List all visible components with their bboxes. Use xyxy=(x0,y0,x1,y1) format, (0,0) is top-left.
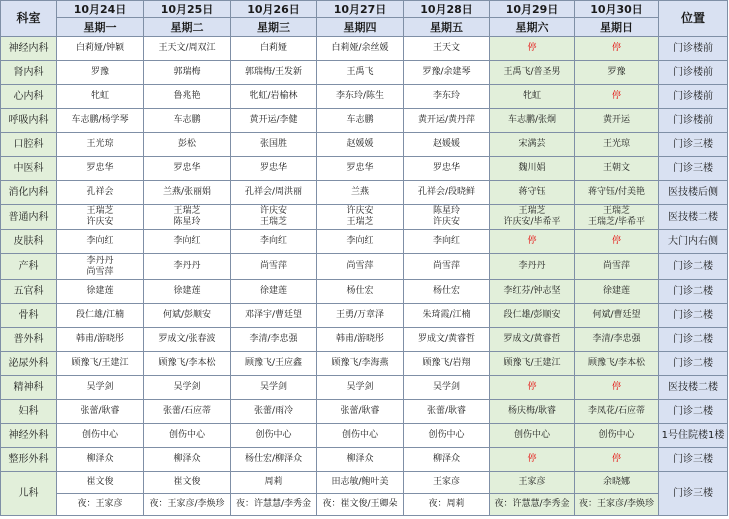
location-cell: 门诊二楼 xyxy=(659,280,728,304)
location-cell: 门诊二楼 xyxy=(659,254,728,280)
schedule-cell: 黄开运/李健 xyxy=(231,109,317,133)
schedule-cell: 车志鹏/张炯 xyxy=(490,109,575,133)
schedule-cell: 王瑞芝 陈星玲 xyxy=(144,205,231,230)
dept-name: 神经内科 xyxy=(1,37,57,61)
schedule-cell: 李丹丹 xyxy=(144,254,231,280)
date-header: 10月25日 xyxy=(144,1,231,18)
schedule-cell: 彭松 xyxy=(144,133,231,157)
schedule-cell: 柳泽众 xyxy=(404,448,490,472)
schedule-cell: 兰燕/张丽娟 xyxy=(144,181,231,205)
schedule-cell: 顾豫飞/岩翔 xyxy=(404,352,490,376)
night-schedule-cell: 夜：崔文俊/王卿朵 xyxy=(317,494,404,516)
dept-name: 整形外科 xyxy=(1,448,57,472)
dept-name: 儿科 xyxy=(1,472,57,516)
schedule-cell: 王瑞芝 许庆安/毕希平 xyxy=(490,205,575,230)
schedule-cell: 白莉娅/余丝媛 xyxy=(317,37,404,61)
schedule-cell: 郭瑞梅/王发新 xyxy=(231,61,317,85)
schedule-cell: 王朝文 xyxy=(575,157,659,181)
schedule-cell: 顾豫飞/王应鑫 xyxy=(231,352,317,376)
schedule-cell: 罗忠华 xyxy=(144,157,231,181)
dept-name: 呼吸内科 xyxy=(1,109,57,133)
schedule-cell: 创伤中心 xyxy=(57,424,144,448)
schedule-cell: 罗忠华 xyxy=(57,157,144,181)
table-row xyxy=(1,280,728,304)
schedule-cell: 创伤中心 xyxy=(404,424,490,448)
schedule-cell: 创伤中心 xyxy=(490,424,575,448)
schedule-cell: 李向红 xyxy=(317,230,404,254)
dept-name: 五官科 xyxy=(1,280,57,304)
table-row xyxy=(1,472,728,494)
dept-name: 妇科 xyxy=(1,400,57,424)
schedule-cell: 顾豫飞/王建江 xyxy=(57,352,144,376)
table-row xyxy=(1,304,728,328)
schedule-cell: 停 xyxy=(575,230,659,254)
dept-name: 神经外科 xyxy=(1,424,57,448)
schedule-cell: 李向红 xyxy=(144,230,231,254)
dept-name: 心内科 xyxy=(1,85,57,109)
table-row xyxy=(1,85,728,109)
schedule-cell: 赵媛媛 xyxy=(317,133,404,157)
schedule-cell: 牝虹 xyxy=(57,85,144,109)
schedule-cell: 停 xyxy=(490,448,575,472)
weekday-header: 星期日 xyxy=(575,18,659,37)
table-row-night xyxy=(1,494,728,516)
schedule-cell: 蒋守钰 xyxy=(490,181,575,205)
schedule-cell: 李凤花/石应蒂 xyxy=(575,400,659,424)
schedule-cell: 停 xyxy=(575,85,659,109)
weekday-header: 星期五 xyxy=(404,18,490,37)
schedule-cell: 杨仕宏 xyxy=(404,280,490,304)
table-row xyxy=(1,400,728,424)
schedule-cell: 鲁兆艳 xyxy=(144,85,231,109)
location-cell: 门诊二楼 xyxy=(659,304,728,328)
schedule-body xyxy=(1,37,728,516)
schedule-cell: 徐建莲 xyxy=(144,280,231,304)
schedule-cell: 顾豫飞/李海燕 xyxy=(317,352,404,376)
location-cell: 门诊楼前 xyxy=(659,85,728,109)
schedule-cell: 王禹飞/普圣男 xyxy=(490,61,575,85)
table-row xyxy=(1,376,728,400)
weekday-header: 星期四 xyxy=(317,18,404,37)
schedule-cell: 车志鹏/杨学琴 xyxy=(57,109,144,133)
schedule-cell: 邓泽宇/曹廷望 xyxy=(231,304,317,328)
table-row xyxy=(1,37,728,61)
schedule-cell: 杨仕宏 xyxy=(317,280,404,304)
schedule-cell: 罗忠华 xyxy=(317,157,404,181)
schedule-cell: 尚雪萍 xyxy=(317,254,404,280)
table-row xyxy=(1,157,728,181)
schedule-cell: 宋满芸 xyxy=(490,133,575,157)
schedule-cell: 何斌/曹廷望 xyxy=(575,304,659,328)
schedule-cell: 李丹丹 尚雪萍 xyxy=(57,254,144,280)
schedule-cell: 吴学剑 xyxy=(404,376,490,400)
schedule-cell: 李东玲/陈生 xyxy=(317,85,404,109)
schedule-cell: 朱琦霞/江楠 xyxy=(404,304,490,328)
night-schedule-cell: 夜：王家彦/李焕珍 xyxy=(144,494,231,516)
schedule-cell: 张蕾/耿睿 xyxy=(57,400,144,424)
schedule-cell: 王光琼 xyxy=(57,133,144,157)
schedule-cell: 王天文 xyxy=(404,37,490,61)
schedule-cell: 罗成文/黄睿哲 xyxy=(490,328,575,352)
schedule-cell: 崔文俊 xyxy=(57,472,144,494)
schedule-cell: 罗豫/余建琴 xyxy=(404,61,490,85)
schedule-cell: 尚雪萍 xyxy=(404,254,490,280)
dept-name: 产科 xyxy=(1,254,57,280)
schedule-cell: 停 xyxy=(575,448,659,472)
schedule-cell: 王瑞芝 王瑞芝/毕希平 xyxy=(575,205,659,230)
schedule-cell: 白莉娅 xyxy=(231,37,317,61)
schedule-cell: 吴学剑 xyxy=(144,376,231,400)
schedule-cell: 郭瑞梅 xyxy=(144,61,231,85)
schedule-cell: 杨仕宏/柳泽众 xyxy=(231,448,317,472)
dept-name: 泌尿外科 xyxy=(1,352,57,376)
night-schedule-cell: 夜：许慧慧/李秀金 xyxy=(490,494,575,516)
schedule-cell: 李向红 xyxy=(231,230,317,254)
date-header: 10月29日 xyxy=(490,1,575,18)
weekday-header: 星期三 xyxy=(231,18,317,37)
location-cell: 门诊楼前 xyxy=(659,37,728,61)
schedule-cell: 白莉娅/钟颖 xyxy=(57,37,144,61)
location-cell: 门诊三楼 xyxy=(659,448,728,472)
schedule-cell: 韩甫/游晓彤 xyxy=(57,328,144,352)
schedule-cell: 张蕾/耿睿 xyxy=(404,400,490,424)
schedule-cell: 韩甫/游晓彤 xyxy=(317,328,404,352)
schedule-cell: 王家彦 xyxy=(404,472,490,494)
weekday-header: 星期一 xyxy=(57,18,144,37)
schedule-cell: 张蕾/石应蒂 xyxy=(144,400,231,424)
schedule-cell: 李红芬/钟志坚 xyxy=(490,280,575,304)
table-row xyxy=(1,181,728,205)
schedule-cell: 黄开运 xyxy=(575,109,659,133)
schedule-cell: 李东玲 xyxy=(404,85,490,109)
schedule-cell: 罗忠华 xyxy=(404,157,490,181)
table-row xyxy=(1,230,728,254)
schedule-cell: 车志鹏 xyxy=(144,109,231,133)
table-row xyxy=(1,424,728,448)
schedule-cell: 孔祥会 xyxy=(57,181,144,205)
dept-name: 精神科 xyxy=(1,376,57,400)
schedule-cell: 蒋守钰/付美艳 xyxy=(575,181,659,205)
location-cell: 门诊楼前 xyxy=(659,61,728,85)
schedule-cell: 黄开运/黄丹萍 xyxy=(404,109,490,133)
schedule-cell: 停 xyxy=(575,376,659,400)
location-column-header: 位置 xyxy=(659,1,728,37)
schedule-cell: 停 xyxy=(490,376,575,400)
dept-name: 普通内科 xyxy=(1,205,57,230)
schedule-cell: 罗成文/张春波 xyxy=(144,328,231,352)
location-cell: 门诊二楼 xyxy=(659,328,728,352)
schedule-cell: 停 xyxy=(575,37,659,61)
schedule-cell: 李清/李忠强 xyxy=(575,328,659,352)
schedule-cell: 徐建莲 xyxy=(57,280,144,304)
location-cell: 门诊二楼 xyxy=(659,352,728,376)
schedule-cell: 顾豫飞/李本松 xyxy=(144,352,231,376)
schedule-cell: 停 xyxy=(490,37,575,61)
schedule-cell: 许庆安 王瑞芝 xyxy=(317,205,404,230)
schedule-cell: 崔文俊 xyxy=(144,472,231,494)
night-schedule-cell: 夜：许慧慧/李秀金 xyxy=(231,494,317,516)
schedule-cell: 张国胜 xyxy=(231,133,317,157)
weekday-header: 星期六 xyxy=(490,18,575,37)
night-schedule-cell: 夜：王家彦/李焕珍 xyxy=(575,494,659,516)
schedule-cell: 顾豫飞/李本松 xyxy=(575,352,659,376)
schedule-cell: 吴学剑 xyxy=(57,376,144,400)
schedule-cell: 车志鹏 xyxy=(317,109,404,133)
schedule-cell: 段仁雄/江楠 xyxy=(57,304,144,328)
date-header: 10月24日 xyxy=(57,1,144,18)
schedule-cell: 何斌/彭顺安 xyxy=(144,304,231,328)
schedule-cell: 李清/李忠强 xyxy=(231,328,317,352)
schedule-cell: 牝虹 xyxy=(490,85,575,109)
location-cell: 医技楼二楼 xyxy=(659,376,728,400)
table-row xyxy=(1,61,728,85)
location-cell: 门诊三楼 xyxy=(659,157,728,181)
schedule-cell: 徐建莲 xyxy=(575,280,659,304)
schedule-cell: 创伤中心 xyxy=(575,424,659,448)
schedule-cell: 顾豫飞/王建江 xyxy=(490,352,575,376)
schedule-cell: 王瑞芝 许庆安 xyxy=(57,205,144,230)
schedule-cell: 段仁雄/彭顺安 xyxy=(490,304,575,328)
schedule-cell: 许庆安 王瑞芝 xyxy=(231,205,317,230)
schedule-cell: 创伤中心 xyxy=(317,424,404,448)
schedule-cell: 创伤中心 xyxy=(231,424,317,448)
schedule-cell: 柳泽众 xyxy=(57,448,144,472)
night-schedule-cell: 夜：周莉 xyxy=(404,494,490,516)
schedule-cell: 罗豫 xyxy=(575,61,659,85)
schedule-cell: 王勇/万章泽 xyxy=(317,304,404,328)
location-cell: 门诊三楼 xyxy=(659,133,728,157)
night-schedule-cell: 夜：王家彦 xyxy=(57,494,144,516)
schedule-cell: 罗豫 xyxy=(57,61,144,85)
table-row xyxy=(1,448,728,472)
schedule-cell: 杨庆梅/耿睿 xyxy=(490,400,575,424)
schedule-cell: 柳泽众 xyxy=(144,448,231,472)
schedule-cell: 张蕾/耿睿 xyxy=(317,400,404,424)
table-row xyxy=(1,328,728,352)
location-cell: 医技楼二楼 xyxy=(659,205,728,230)
location-cell: 大门内右侧 xyxy=(659,230,728,254)
schedule-cell: 王光琼 xyxy=(575,133,659,157)
schedule-cell: 王禹飞 xyxy=(317,61,404,85)
location-cell: 门诊二楼 xyxy=(659,400,728,424)
location-cell: 门诊楼前 xyxy=(659,109,728,133)
table-row xyxy=(1,109,728,133)
date-header: 10月27日 xyxy=(317,1,404,18)
table-row xyxy=(1,205,728,230)
dept-name: 肾内科 xyxy=(1,61,57,85)
date-header: 10月30日 xyxy=(575,1,659,18)
dept-name: 骨科 xyxy=(1,304,57,328)
schedule-cell: 李向红 xyxy=(404,230,490,254)
location-cell: 门诊三楼 xyxy=(659,472,728,516)
schedule-cell: 停 xyxy=(490,230,575,254)
schedule-cell: 王家彦 xyxy=(490,472,575,494)
table-row xyxy=(1,352,728,376)
schedule-cell: 李丹丹 xyxy=(490,254,575,280)
dept-name: 口腔科 xyxy=(1,133,57,157)
dept-name: 皮肤科 xyxy=(1,230,57,254)
schedule-cell: 徐建莲 xyxy=(231,280,317,304)
schedule-cell: 孔祥会/段晓鲜 xyxy=(404,181,490,205)
dept-name: 中医科 xyxy=(1,157,57,181)
schedule-cell: 余晓娜 xyxy=(575,472,659,494)
dept-name: 消化内科 xyxy=(1,181,57,205)
location-cell: 医技楼后侧 xyxy=(659,181,728,205)
schedule-cell: 赵媛媛 xyxy=(404,133,490,157)
schedule-cell: 周莉 xyxy=(231,472,317,494)
schedule-cell: 陈星玲 许庆安 xyxy=(404,205,490,230)
schedule-cell: 李向红 xyxy=(57,230,144,254)
date-header: 10月28日 xyxy=(404,1,490,18)
schedule-cell: 罗忠华 xyxy=(231,157,317,181)
schedule-cell: 兰燕 xyxy=(317,181,404,205)
location-cell: 1号住院楼1楼 xyxy=(659,424,728,448)
date-header: 10月26日 xyxy=(231,1,317,18)
schedule-cell: 张蕾/雨冷 xyxy=(231,400,317,424)
schedule-cell: 柳泽众 xyxy=(317,448,404,472)
schedule-cell: 魏川娟 xyxy=(490,157,575,181)
schedule-cell: 田志敏/鲍叶美 xyxy=(317,472,404,494)
dept-name: 普外科 xyxy=(1,328,57,352)
schedule-cell: 吴学剑 xyxy=(231,376,317,400)
schedule-cell: 孔祥会/周洪丽 xyxy=(231,181,317,205)
schedule-cell: 创伤中心 xyxy=(144,424,231,448)
schedule-cell: 罗成文/黄睿哲 xyxy=(404,328,490,352)
schedule-cell: 尚雪萍 xyxy=(575,254,659,280)
table-row xyxy=(1,254,728,280)
schedule-cell: 王天文/周双江 xyxy=(144,37,231,61)
weekday-header: 星期二 xyxy=(144,18,231,37)
schedule-cell: 牝虹/岩榆林 xyxy=(231,85,317,109)
dept-column-header: 科室 xyxy=(1,1,57,37)
schedule-cell: 尚雪萍 xyxy=(231,254,317,280)
table-row xyxy=(1,133,728,157)
schedule-cell: 吴学剑 xyxy=(317,376,404,400)
